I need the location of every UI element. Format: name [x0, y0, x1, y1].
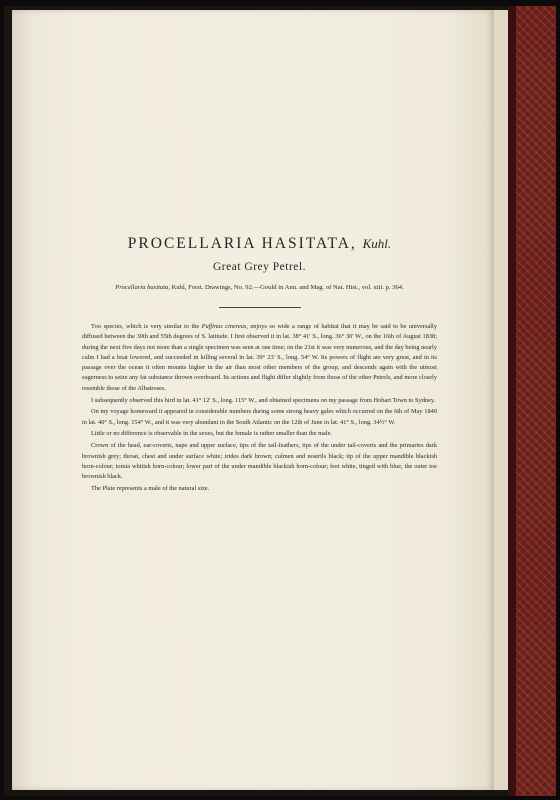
section-divider	[219, 307, 301, 308]
paragraph-description: Crown of the head, ear-coverts, nape and upper surface, tips of the tail-feathers, tips of the under tail-coverts and the primaries dark brownish grey; throat, chest and under surface white; irides dark brown; culmen and nostrils black; tip of the upper mandible blackish horn-colour; tomia whitish horn-colour; lower part of the under mandible blackish horn-colour; feet white, tinged with blue, the outer toe brownish black.	[82, 442, 437, 481]
species-reference: Puffinus cinereus,	[201, 323, 248, 330]
page-edges	[494, 10, 508, 790]
paragraph-text: enjoys so wide a range of habitat that it may be said to be universally diffused between the 30th and 55th degrees of S. latitude. I first observed it in lat. 38° 41′ S., long. 36° 30′ W., on the 16th of August 1838; during the next five days not more than a single specimen was seen at one time; on the 21st it was very numerous, and the day being nearly calm I had a boat lowered, and succeeded in killing several in lat. 39° 23′ S., long. 54° W. Its powers of flight are very great, and in its passage over the ocean it often mounts higher in the air than most other members of the group, and descends again with the utmost eagerness to seize any fat substance thrown overboard. Its actions and flight differ slightly from those of the other Petrels, and more closely resemble those of the Albatroses.	[82, 323, 437, 392]
paragraph-sexes: Little or no difference is observable in the sexes, but the female is rather smaller than the male.	[91, 430, 333, 438]
paragraph-habitat	[82, 322, 437, 394]
cover-binding	[508, 6, 516, 796]
citation-species: Procellaria hasitata,	[115, 284, 170, 291]
drop-lead-word: This	[91, 323, 102, 330]
page-content	[82, 235, 437, 496]
book-spread	[4, 6, 556, 796]
paragraph-voyage: On my voyage homeward it appeared in considerable numbers during some strong heavy gales which occurred on the 6th of May 1840 in lat. 40° S., long. 154° W., and it was very abundant in the South Atlantic on the 12th of June in lat. 41° S., long. 34½° W.	[82, 408, 437, 426]
book-cover	[508, 6, 556, 796]
paragraph-plate-note: The Plate represents a male of the natural size.	[91, 484, 210, 492]
species-author: Kuhl.	[362, 236, 392, 251]
paragraph-observation: I subsequently observed this bird in lat. 41° 12′ S., long. 115° W., and obtained specimens on my passage from Hobart Town to Sydney.	[91, 396, 436, 404]
citation	[82, 284, 437, 291]
plate-title	[82, 235, 437, 253]
common-name: Great Grey Petrel.	[213, 261, 306, 273]
body-text	[82, 322, 437, 494]
species-name: PROCELLARIA HASITATA,	[127, 235, 357, 252]
citation-reference: Kuhl, Forst. Drawings, No. 92.—Gould in Ann. and Mag. of Nat. Hist., vol. xiii. p. 364.	[171, 284, 404, 291]
paragraph-text: species, which is very similar to the	[101, 323, 202, 330]
book-page	[12, 10, 494, 790]
